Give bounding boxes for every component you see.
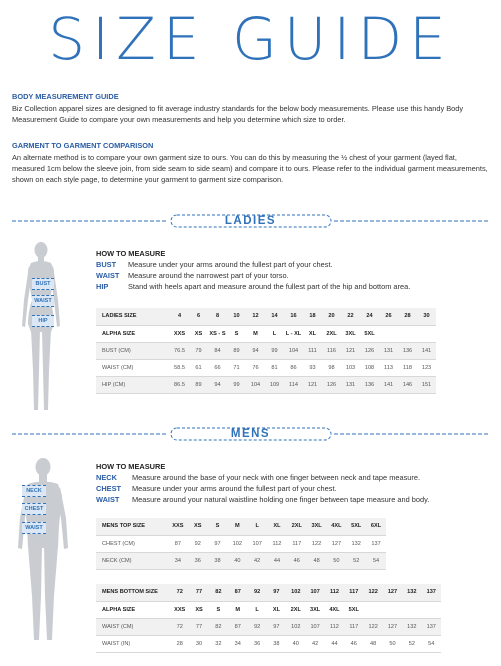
table-cell: 28 [398, 308, 417, 325]
table-cell: 32 [209, 635, 228, 652]
table-cell: 114 [284, 376, 303, 393]
table-row [96, 359, 436, 376]
table-cell: 93 [303, 359, 322, 376]
table-cell: L [265, 325, 284, 342]
table-cell: 132 [402, 584, 421, 601]
table-cell [398, 325, 417, 342]
female-figure [14, 240, 66, 415]
table-cell: 14 [265, 308, 284, 325]
instruction-key: HIP [96, 282, 109, 291]
instruction-row [96, 259, 491, 270]
table-cell: 6 [189, 308, 208, 325]
instruction-row [96, 483, 491, 494]
instruction-text: Measure around the narrowest part of your torso. [128, 271, 289, 280]
table-cell: 8 [208, 308, 227, 325]
table-cell: 98 [322, 359, 341, 376]
table-cell: 10 [227, 308, 246, 325]
table-cell: 46 [344, 635, 363, 652]
table-cell: M [246, 325, 265, 342]
table-cell: 121 [303, 376, 322, 393]
table-cell: 102 [227, 535, 247, 552]
table-cell: 118 [398, 359, 417, 376]
row-label: MENS BOTTOM SIZE [96, 584, 170, 601]
instruction-key: BUST [96, 260, 117, 269]
table-cell: 131 [379, 342, 398, 359]
table-cell: 5XL [360, 325, 379, 342]
table-cell: 141 [379, 376, 398, 393]
table-cell: 18 [303, 308, 322, 325]
table-cell: 79 [189, 342, 208, 359]
table-cell: 48 [307, 552, 327, 569]
table-row [96, 618, 441, 635]
figure-tag-waist: WAIST [22, 522, 46, 534]
table-cell: 102 [286, 618, 305, 635]
table-cell: 137 [366, 535, 386, 552]
table-cell: S [209, 601, 228, 618]
table-cell: 2XL [287, 518, 307, 535]
table-cell: S [227, 325, 246, 342]
table-cell: 89 [189, 376, 208, 393]
table-cell: 137 [422, 584, 442, 601]
table-cell: 146 [398, 376, 417, 393]
instruction-text: Measure under your arms around the fullest part of your chest. [128, 260, 333, 269]
body-guide-heading: BODY MEASUREMENT GUIDE [12, 92, 119, 101]
instruction-text: Measure around your natural waistline holding one finger between tape measure and body. [132, 495, 430, 504]
table-row-header [96, 518, 386, 535]
body-guide-text: Biz Collection apparel sizes are designed to fit average industry standards for the below body measurements. Please use this handy Body Measurement Guide to compare your own measurements and help you determine which size to order. [12, 104, 464, 124]
mens-how-to-measure [96, 461, 491, 505]
table-cell: XL [267, 518, 287, 535]
table-cell: 136 [398, 342, 417, 359]
instruction-key: CHEST [96, 484, 122, 493]
table-cell: 112 [325, 584, 344, 601]
garment-comparison [12, 140, 490, 185]
table-row [96, 552, 386, 569]
table-cell: 12 [246, 308, 265, 325]
table-cell: 48 [363, 635, 382, 652]
table-cell: 127 [327, 535, 347, 552]
table-cell: 112 [325, 618, 344, 635]
table-cell: 46 [287, 552, 307, 569]
table-cell: 26 [379, 308, 398, 325]
figure-tag-chest: CHEST [22, 503, 46, 515]
table-cell: 82 [209, 618, 228, 635]
mens-section-divider [0, 427, 501, 441]
table-cell: 104 [246, 376, 265, 393]
figure-tag-neck: NECK [22, 485, 46, 497]
table-cell: 122 [363, 618, 382, 635]
table-cell: 77 [189, 584, 208, 601]
instruction-row [96, 472, 491, 483]
table-cell: 87 [228, 618, 247, 635]
table-cell: 4XL [327, 518, 347, 535]
table-cell: 89 [227, 342, 246, 359]
table-cell: 72 [170, 584, 189, 601]
table-cell: 116 [322, 342, 341, 359]
table-cell: 30 [417, 308, 436, 325]
table-row [96, 325, 436, 342]
table-cell: 109 [265, 376, 284, 393]
instruction-key: NECK [96, 473, 117, 482]
table-cell [363, 601, 382, 618]
table-cell: 87 [168, 535, 188, 552]
table-cell: 34 [228, 635, 247, 652]
table-cell: 40 [286, 635, 305, 652]
male-figure [10, 456, 76, 646]
table-cell: 50 [383, 635, 402, 652]
table-cell: XXS [168, 518, 188, 535]
table-cell: 122 [307, 535, 327, 552]
table-cell: XL [303, 325, 322, 342]
table-cell: 38 [267, 635, 286, 652]
table-cell: 102 [286, 584, 305, 601]
table-cell: 113 [379, 359, 398, 376]
table-cell: 97 [267, 618, 286, 635]
table-cell: 3XL [305, 601, 324, 618]
instruction-key: WAIST [96, 271, 120, 280]
table-cell: 117 [287, 535, 307, 552]
figure-tag-bust: BUST [32, 278, 54, 290]
table-cell: 111 [303, 342, 322, 359]
table-cell: 24 [360, 308, 379, 325]
table-cell: 6XL [366, 518, 386, 535]
table-row-header [96, 584, 441, 601]
table-cell: 99 [227, 376, 246, 393]
table-cell: 36 [188, 552, 208, 569]
table-cell: 4XL [325, 601, 344, 618]
table-cell: 86 [284, 359, 303, 376]
table-cell: 76 [246, 359, 265, 376]
table-cell: 2XL [286, 601, 305, 618]
table-cell: 2XL [322, 325, 341, 342]
row-label: WAIST (CM) [96, 618, 170, 635]
row-label: LADIES SIZE [96, 308, 170, 325]
ladies-section-label: LADIES [224, 215, 277, 227]
figure-tag-hip: HIP [32, 315, 54, 327]
table-cell: 5XL [346, 518, 366, 535]
instruction-key: WAIST [96, 495, 120, 504]
table-cell: 141 [417, 342, 436, 359]
table-cell: 92 [247, 584, 266, 601]
ladies-size-table [96, 308, 436, 394]
table-cell [417, 325, 436, 342]
table-row [96, 342, 436, 359]
table-cell [379, 325, 398, 342]
ladies-section-divider [0, 214, 501, 228]
row-label: ALPHA SIZE [96, 601, 170, 618]
table-cell: 94 [208, 376, 227, 393]
table-cell: L [247, 601, 266, 618]
table-cell: 86.5 [170, 376, 189, 393]
table-cell: 99 [265, 342, 284, 359]
table-cell: 82 [209, 584, 228, 601]
table-cell: M [228, 601, 247, 618]
instruction-row [96, 281, 491, 292]
table-cell: 126 [322, 376, 341, 393]
page-title: SIZE GUIDE [48, 5, 453, 73]
table-cell: XXS [170, 601, 189, 618]
table-cell: 123 [417, 359, 436, 376]
mens-bottom-size-table [96, 584, 441, 653]
table-cell: 94 [246, 342, 265, 359]
table-row [96, 635, 441, 652]
row-label: CHEST (CM) [96, 535, 168, 552]
table-cell: L - XL [284, 325, 303, 342]
table-cell: 5XL [344, 601, 363, 618]
table-cell: 16 [284, 308, 303, 325]
table-cell: 72 [170, 618, 189, 635]
table-cell: L [247, 518, 267, 535]
instruction-row [96, 494, 491, 505]
instruction-text: Measure under your arms around the fullest part of your chest. [132, 484, 337, 493]
table-cell: 132 [346, 535, 366, 552]
body-measurement-guide [12, 91, 490, 125]
table-cell: 97 [267, 584, 286, 601]
table-cell: 3XL [307, 518, 327, 535]
mens-section-label: MENS [230, 428, 271, 440]
table-cell: 54 [366, 552, 386, 569]
table-cell: 127 [383, 584, 402, 601]
table-cell: 107 [247, 535, 267, 552]
table-cell: 151 [417, 376, 436, 393]
table-cell: 52 [402, 635, 421, 652]
table-cell: 22 [341, 308, 360, 325]
how-to-measure-heading: HOW TO MEASURE [96, 249, 166, 258]
garment-comparison-text: An alternate method is to compare your own garment size to ours. You can do this by measuring the ½ chest of your garment (layed flat, measured 1cm below the sleeve join, from side seam to side seam) and compare it to ours. Please refer to the individual garment measurements, shown on each style page, to determine your garment to garment size comparison. [12, 153, 488, 184]
table-cell: 77 [189, 618, 208, 635]
table-cell: 44 [267, 552, 287, 569]
instruction-text: Stand with heels apart and measure around the fullest part of the hip and bottom area. [128, 282, 411, 291]
table-cell: 44 [325, 635, 344, 652]
instruction-text: Measure around the base of your neck with one finger between neck and tape measure. [132, 473, 421, 482]
table-cell: 50 [327, 552, 347, 569]
instruction-row [96, 270, 491, 281]
row-label: BUST (CM) [96, 342, 170, 359]
table-cell [402, 601, 421, 618]
table-cell: 122 [363, 584, 382, 601]
table-cell: 61 [189, 359, 208, 376]
table-cell: 92 [247, 618, 266, 635]
table-cell: 92 [188, 535, 208, 552]
table-cell: 103 [341, 359, 360, 376]
row-label: NECK (CM) [96, 552, 168, 569]
table-cell: 40 [227, 552, 247, 569]
table-cell [422, 601, 442, 618]
table-cell: 54 [422, 635, 442, 652]
mens-top-size-table [96, 518, 386, 570]
table-cell: 38 [208, 552, 228, 569]
table-cell: S [208, 518, 228, 535]
table-cell: 34 [168, 552, 188, 569]
table-cell: 117 [344, 584, 363, 601]
table-cell: 20 [322, 308, 341, 325]
table-cell: 132 [402, 618, 421, 635]
row-label: WAIST (CM) [96, 359, 170, 376]
table-cell: 104 [284, 342, 303, 359]
table-cell: 28 [170, 635, 189, 652]
table-cell: M [227, 518, 247, 535]
row-label: HIP (CM) [96, 376, 170, 393]
table-cell: 71 [227, 359, 246, 376]
table-cell: XS [188, 518, 208, 535]
table-cell: 87 [228, 584, 247, 601]
table-cell [383, 601, 402, 618]
table-cell: 131 [341, 376, 360, 393]
table-row [96, 601, 441, 618]
row-label: MENS TOP SIZE [96, 518, 168, 535]
table-row-header [96, 308, 436, 325]
table-cell: XS [189, 601, 208, 618]
table-cell: XL [267, 601, 286, 618]
table-cell: 126 [360, 342, 379, 359]
table-cell: 66 [208, 359, 227, 376]
table-cell: 42 [305, 635, 324, 652]
how-to-measure-heading: HOW TO MEASURE [96, 462, 166, 471]
table-cell: 30 [189, 635, 208, 652]
garment-comparison-heading: GARMENT TO GARMENT COMPARISON [12, 141, 154, 150]
table-cell: 108 [360, 359, 379, 376]
table-cell: 52 [346, 552, 366, 569]
table-cell: 76.5 [170, 342, 189, 359]
table-cell: 107 [305, 584, 324, 601]
table-cell: 107 [305, 618, 324, 635]
table-cell: 136 [360, 376, 379, 393]
figure-tag-waist: WAIST [32, 295, 54, 307]
table-row [96, 376, 436, 393]
table-cell: 3XL [341, 325, 360, 342]
table-cell: XS [189, 325, 208, 342]
table-cell: XXS [170, 325, 189, 342]
table-cell: XS - S [208, 325, 227, 342]
table-cell: 121 [341, 342, 360, 359]
row-label: ALPHA SIZE [96, 325, 170, 342]
table-cell: 137 [422, 618, 442, 635]
table-cell: 84 [208, 342, 227, 359]
female-silhouette-icon [14, 240, 66, 415]
table-cell: 36 [247, 635, 266, 652]
ladies-how-to-measure [96, 248, 491, 292]
table-cell: 81 [265, 359, 284, 376]
table-cell: 42 [247, 552, 267, 569]
table-row [96, 535, 386, 552]
table-cell: 4 [170, 308, 189, 325]
table-cell: 127 [383, 618, 402, 635]
table-cell: 112 [267, 535, 287, 552]
table-cell: 117 [344, 618, 363, 635]
table-cell: 97 [208, 535, 228, 552]
row-label: WAIST (IN) [96, 635, 170, 652]
table-cell: 58.5 [170, 359, 189, 376]
